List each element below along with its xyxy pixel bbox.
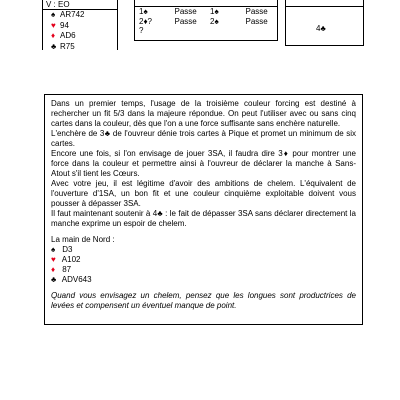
hand-cards: ADV643 [61,275,92,284]
hand-line [51,265,356,275]
club-icon: ♣ [51,41,57,51]
bid-cell [171,26,207,36]
comment-box [44,94,363,325]
hand-cards: AR742 [60,10,85,19]
hand-line [43,31,117,42]
club-icon: ♣ [51,275,57,284]
bid-cell: Passe [245,16,268,26]
bidding-header [135,0,277,7]
west-hand-box [42,0,118,50]
diamond-icon: ♦ [51,265,56,274]
hand-line [43,21,117,32]
diamond-icon: ♦ [51,31,56,40]
bidding-row [135,7,277,17]
bid-cell: 1♠ [210,7,219,16]
bid-cell: 2♦? [139,16,152,26]
bidding-row [135,17,277,27]
bid-cell: 2♠ [210,16,219,26]
hand-line [51,275,356,285]
bidding-table [134,0,278,41]
hand-line [51,255,356,265]
bid-cell: 1♠ [139,7,148,16]
hand-line [43,10,117,21]
hand-cards: 94 [60,20,69,30]
spade-icon: ♠ [51,10,56,19]
comment-paragraph: Dans un premier temps, l'usage de la troisième couleur forcing est destiné à rechercher un fit 5/3 dans la majeure répondue. On peut l'utiliser avec ou sans cinq cartes dans la couleur, dès que l'on a une force suffisante sans enchère naturelle. [51,99,356,128]
answer-box [285,0,364,46]
south-bid: 4♣ [316,24,326,33]
comment-paragraph: L'enchère de 3♣ de l'ouvreur dénie trois cartes à Pique et promet un minimum de six cartes. [51,129,356,148]
hand-line [51,245,356,255]
bidding-row [135,26,277,36]
conclusion: Quand vous envisagez un chelem, pensez que les longues sont productrices de levées et compensent un éventuel manque de point. [51,291,356,310]
spade-icon: ♠ [51,245,56,254]
bid-cell: Passe [174,16,197,26]
comment-paragraph: Encore une fois, si l'on envisage de jouer 3SA, il faudra dire 3♦ pour montrer une force dans la couleur et permettre ainsi à l'ouvreur de déclarer la manche à Sans-Atout s'il tient les Cœurs. [51,149,356,178]
hand-cards: D3 [62,245,73,254]
vulnerability-label: V : EO [43,0,117,10]
bid-cell: ? [139,26,144,35]
heart-icon: ♥ [51,20,56,30]
hand-cards: R75 [60,41,75,51]
bid-cell: Passe [174,7,197,16]
hand-line [43,42,117,53]
bid-cell: Passe [245,7,268,16]
comment-paragraph: Il faut maintenant soutenir à 4♣ : le fait de dépasser 3SA sans déclarer directement la manche exprime un espoir de chelem. [51,209,356,228]
answer-header [286,0,363,7]
comment-paragraph: Avec votre jeu, il est légitime d'avoir des ambitions de chelem. L'équivalent de l'ouverture d'1SA, un bon fit et une couleur cinquième exploitable doivent vous pousser à dépasser 3SA. [51,179,356,208]
hand-cards: AD6 [60,31,76,40]
bid-cell [206,26,242,36]
hand-cards: A102 [61,255,81,264]
north-hand-title: La main de Nord : [51,235,115,244]
heart-icon: ♥ [51,255,56,264]
bid-cell [242,26,278,36]
hand-cards: 87 [62,265,72,274]
